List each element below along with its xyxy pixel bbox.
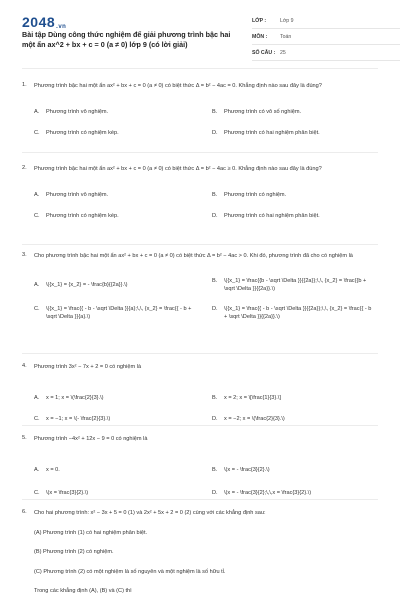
question-number: 6. xyxy=(22,509,27,515)
option-text: \({x_1} = {x_2} = - \frac{b}{{2a}}.\) xyxy=(46,282,128,288)
question-4 xyxy=(22,363,378,422)
option-letter: B. xyxy=(212,467,218,473)
option-text: Phương trình vô nghiệm. xyxy=(46,109,109,115)
question-text: Phương trình 3x² − 7x + 2 = 0 có nghiệm là xyxy=(34,364,142,370)
meta-value: 25 xyxy=(280,49,286,56)
option-b[interactable] xyxy=(212,394,382,402)
option-text: x = 1; x = \(\frac{2}{3}.\) xyxy=(46,395,104,401)
option-text: x = −1; x = \(- \frac{2}{3}.\) xyxy=(46,416,111,422)
meta-key: SỐ CÂU : xyxy=(252,49,276,56)
option-letter: C. xyxy=(34,416,40,422)
question-number: 2. xyxy=(22,165,27,171)
option-letter: A. xyxy=(34,109,40,115)
document-meta xyxy=(252,13,400,61)
option-letter: A. xyxy=(34,467,40,473)
statement-prompt: Trong các khẳng định (A), (B) và (C) thì xyxy=(34,588,132,594)
meta-value: Toán xyxy=(280,33,292,40)
option-letter: D. xyxy=(212,490,218,496)
option-a[interactable] xyxy=(34,281,204,289)
option-d[interactable] xyxy=(212,415,382,423)
option-c[interactable] xyxy=(34,489,204,497)
option-b[interactable] xyxy=(212,191,382,199)
divider xyxy=(22,244,378,245)
meta-key: MÔN : xyxy=(252,33,268,40)
option-d[interactable] xyxy=(212,212,382,220)
option-c[interactable] xyxy=(34,305,204,321)
option-text: \({x_1} = \frac{{ - b - \sqrt \Delta }}{{2a}};\,\, {x_2} = \frac{{ - b + \sqrt \Delta }}{{2a}}.\) xyxy=(224,306,372,320)
option-text: x = 2; x = \[\frac{1}{3}.\] xyxy=(224,395,281,401)
question-5 xyxy=(22,435,378,496)
meta-key: LỚP : xyxy=(252,17,267,24)
option-letter: C. xyxy=(34,213,40,219)
option-text: Phương trình vô nghiệm. xyxy=(46,192,109,198)
option-letter: B. xyxy=(212,109,218,115)
option-letter: B. xyxy=(212,395,218,401)
divider xyxy=(22,353,378,354)
option-letter: D. xyxy=(212,130,218,136)
question-number: 3. xyxy=(22,252,27,258)
option-c[interactable] xyxy=(34,415,204,423)
option-text: \(x = - \frac{3}{2}.\) xyxy=(224,467,270,473)
statement-a: (A) Phương trình (1) có hai nghiệm phân biệt. xyxy=(34,530,148,536)
question-text: Phương trình bậc hai một ẩn ax² + bx + c = 0 (a ≠ 0) có biệt thức Δ = b² − 4ac = 0. Khẳng định nào sau đây là đúng? xyxy=(34,83,322,89)
option-d[interactable] xyxy=(212,129,382,137)
option-letter: C. xyxy=(34,490,40,496)
option-a[interactable] xyxy=(34,191,204,199)
option-text: Phương trình có hai nghiệm phân biệt. xyxy=(224,213,320,219)
logo-suffix: .vn xyxy=(56,24,67,30)
meta-row-class xyxy=(252,13,400,29)
option-a[interactable] xyxy=(34,394,204,402)
option-c[interactable] xyxy=(34,129,204,137)
question-3 xyxy=(22,252,378,320)
option-letter: B. xyxy=(212,192,218,198)
divider xyxy=(22,499,378,500)
option-text: \(x = \frac{3}{2}.\) xyxy=(46,490,89,496)
statement-c: (C) Phương trình (2) có một nghiệm là số nguyên và một nghiệm là số hữu tỉ. xyxy=(34,569,226,575)
option-d[interactable] xyxy=(212,305,382,321)
option-letter: A. xyxy=(34,282,40,288)
option-text: \({x_1} = \frac{{ - b - \sqrt \Delta }}{a};\,\, {x_2} = \frac{{ - b + \sqrt \Delta }}{a}.\) xyxy=(46,306,192,320)
question-2 xyxy=(22,165,378,219)
document-title: Bài tập Dùng công thức nghiệm để giải phương trình bậc hai một ẩn ax^2 + bx + c = 0 (a ≠ 0) lớp 9 (có lời giải) xyxy=(22,30,231,49)
document-header xyxy=(22,0,378,69)
statement-b: (B) Phương trình (2) có nghiệm. xyxy=(34,549,114,555)
option-text: x = 0. xyxy=(46,467,60,473)
question-text: Phương trình bậc hai một ẩn ax² + bx + c = 0 (a ≠ 0) có biệt thức Δ = b² − 4ac ≥ 0. Khẳng định nào sau đây là đúng? xyxy=(34,166,322,172)
option-d[interactable] xyxy=(212,489,382,497)
option-letter: D. xyxy=(212,306,218,312)
option-b[interactable] xyxy=(212,108,382,116)
option-letter: C. xyxy=(34,130,40,136)
option-c[interactable] xyxy=(34,212,204,220)
option-text: \(x = - \frac{3}{2};\,\,x = \frac{3}{2}.\) xyxy=(224,490,312,496)
question-1 xyxy=(22,82,378,136)
divider xyxy=(22,152,378,153)
option-letter: B. xyxy=(212,278,218,284)
question-number: 1. xyxy=(22,82,27,88)
option-letter: A. xyxy=(34,395,40,401)
divider xyxy=(22,425,378,426)
meta-row-subject xyxy=(252,29,400,45)
question-number: 5. xyxy=(22,435,27,441)
meta-value: Lớp 9 xyxy=(280,17,294,24)
option-b[interactable] xyxy=(212,277,382,293)
question-number: 4. xyxy=(22,363,27,369)
site-logo[interactable] xyxy=(22,14,66,30)
option-text: x = −2; x = \(\frac{2}{3}.\) xyxy=(224,416,285,422)
option-text: Phương trình có hai nghiệm phân biệt. xyxy=(224,130,320,136)
option-text: Phương trình có nghiệm kép. xyxy=(46,130,119,136)
question-text: Cho phương trình bậc hai một ẩn ax² + bx + c = 0 (a ≠ 0) có biệt thức Δ = b² − 4ac > 0. Khi đó, phương trình đã cho có nghiệm là xyxy=(34,253,353,259)
option-a[interactable] xyxy=(34,466,204,474)
option-text: Phương trình có nghiệm. xyxy=(224,192,287,198)
meta-row-count xyxy=(252,45,400,61)
logo-text: 2048 xyxy=(22,14,56,30)
option-letter: A. xyxy=(34,192,40,198)
option-text: \({x_1} = \frac{{b - \sqrt \Delta }}{{2a}};\,\, {x_2} = \frac{{b + \sqrt \Delta }}{{2a}}.\) xyxy=(224,278,367,292)
option-letter: D. xyxy=(212,213,218,219)
option-letter: C. xyxy=(34,306,40,312)
question-text: Cho hai phương trình: x² − 3x + 5 = 0 (1) và 2x² + 5x + 2 = 0 (2) cùng với các khẳng định sau: xyxy=(34,510,266,516)
option-text: Phương trình có vô số nghiệm. xyxy=(224,109,302,115)
option-letter: D. xyxy=(212,416,218,422)
option-b[interactable] xyxy=(212,466,382,474)
option-a[interactable] xyxy=(34,108,204,116)
option-text: Phương trình có nghiệm kép. xyxy=(46,213,119,219)
question-text: Phương trình −4x² + 12x − 9 = 0 có nghiệm là xyxy=(34,436,148,442)
question-6 xyxy=(22,509,378,518)
